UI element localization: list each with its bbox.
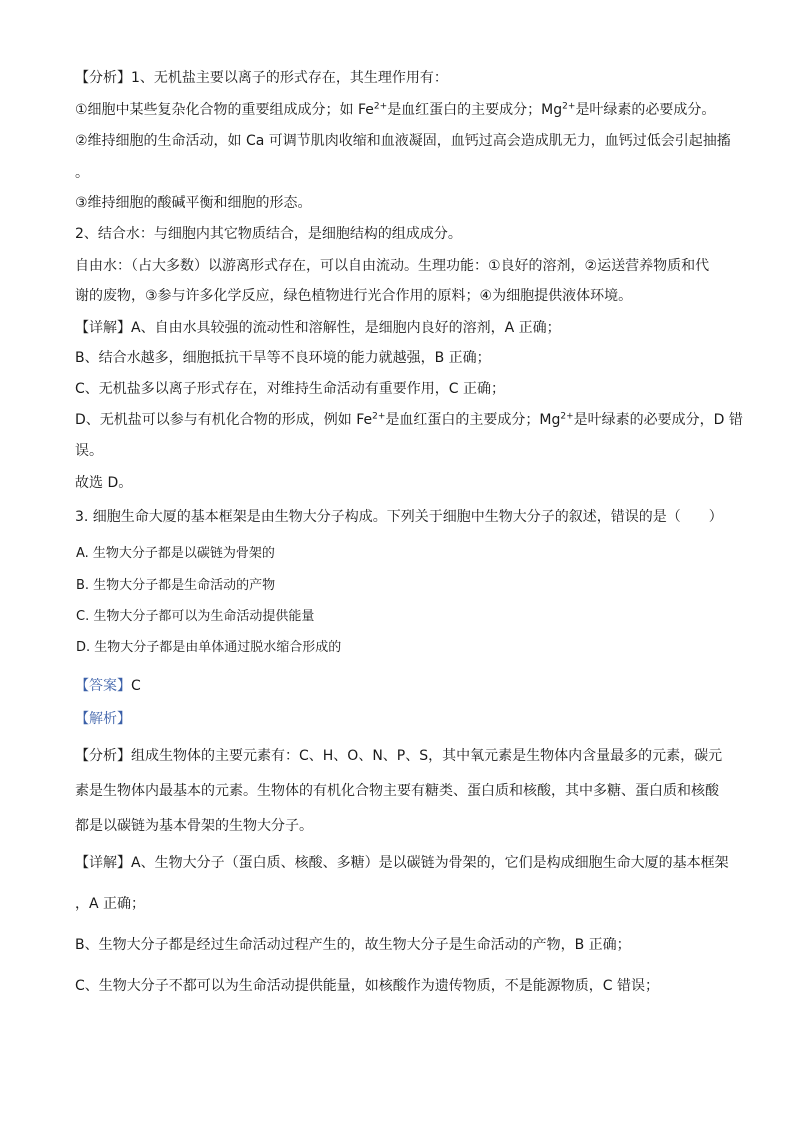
explanation-tag: 【解析】 — [75, 711, 131, 727]
analysis-line-7: 自由水：（占大多数）以游离形式存在，可以自由流动。生理功能：①良好的溶剂，②运送营养物质和代 — [75, 258, 710, 274]
analysis-line-4: 。 — [75, 165, 89, 181]
detail-line-4: D、无机盐可以参与有机化合物的形成，例如 $Fe^{2+}$是血红蛋白的主要成分；$Mg^{2+}$是叶绿素的必要成分，D 错 — [75, 411, 743, 428]
question-stem: 3. 细胞生命大厦的基本框架是由生物大分子构成。下列关于细胞中生物大分子的叙述，错误的是（ ） — [75, 509, 723, 525]
detail2-line-3: B、生物大分子都是经过生命活动过程产生的，故生物大分子是生命活动的产物，B 正确； — [75, 937, 631, 953]
analysis-tag: 【分析】 — [75, 70, 131, 86]
option-d: D. 生物大分子都是由单体通过脱水缩合形成的 — [76, 640, 342, 655]
analysis2-line-3: 都是以碳链为基本骨架的生物大分子。 — [75, 818, 313, 834]
analysis-line-2: ①细胞中某些复杂化合物的重要组成成分；如 $Fe^{2+}$是血红蛋白的主要成分；$Mg^{2+}$是叶绿素的必要成分。 — [75, 101, 716, 118]
detail2-line-4: C、生物大分子不都可以为生命活动提供能量，如核酸作为遗传物质，不是能源物质，C 错误； — [75, 978, 659, 994]
analysis2-line-2: 素是生物体内最基本的元素。生物体的有机化合物主要有糖类、蛋白质和核酸，其中多糖、蛋白质和核酸 — [75, 783, 719, 799]
analysis-line-6: 2、结合水：与细胞内其它物质结合，是细胞结构的组成成分。 — [75, 226, 462, 242]
detail-line-1: 【详解】A、自由水具较强的流动性和溶解性，是细胞内良好的溶剂，A 正确； — [75, 320, 561, 336]
detail-line-2: B、结合水越多，细胞抵抗干旱等不良环境的能力就越强，B 正确； — [75, 350, 491, 366]
answer-line — [75, 676, 141, 696]
analysis-line-1: 【分析】1、无机盐主要以离子的形式存在，其生理作用有： — [75, 70, 448, 86]
analysis2-tag: 【分析】 — [75, 748, 131, 764]
detail2-tag: 【详解】 — [75, 855, 131, 871]
answer-tag: 【答案】 — [75, 678, 131, 694]
analysis-line-3: ②维持细胞的生命活动，如 Ca 可调节肌肉收缩和血液凝固，血钙过高会造成肌无力，血钙过低会引起抽搐 — [75, 133, 731, 149]
analysis-line-8: 谢的废物，③参与许多化学反应，绿色植物进行光合作用的原料；④为细胞提供液体环境。 — [75, 288, 633, 304]
option-c: C. 生物大分子都可以为生命活动提供能量 — [76, 609, 315, 624]
detail-line-3: C、无机盐多以离子形式存在，对维持生命活动有重要作用，C 正确； — [75, 381, 505, 397]
detail-tag: 【详解】 — [75, 320, 131, 336]
answer-value: C — [131, 678, 141, 694]
analysis2-line-1: 【分析】组成生物体的主要元素有：C、H、O、N、P、S，其中氧元素是生物体内含量最多的元素，碳元 — [75, 748, 723, 764]
analysis-line-5: ③维持细胞的酸碱平衡和细胞的形态。 — [75, 195, 312, 211]
conclusion-line: 故选 D。 — [75, 475, 133, 491]
detail2-line-2: ，A 正确； — [75, 896, 146, 912]
detail-line-5: 误。 — [75, 443, 103, 459]
detail2-line-1: 【详解】A、生物大分子（蛋白质、核酸、多糖）是以碳链为骨架的，它们是构成细胞生命大厦的基本框架 — [75, 855, 729, 871]
option-a: A. 生物大分子都是以碳链为骨架的 — [76, 546, 275, 561]
option-b: B. 生物大分子都是生命活动的产物 — [76, 578, 276, 593]
